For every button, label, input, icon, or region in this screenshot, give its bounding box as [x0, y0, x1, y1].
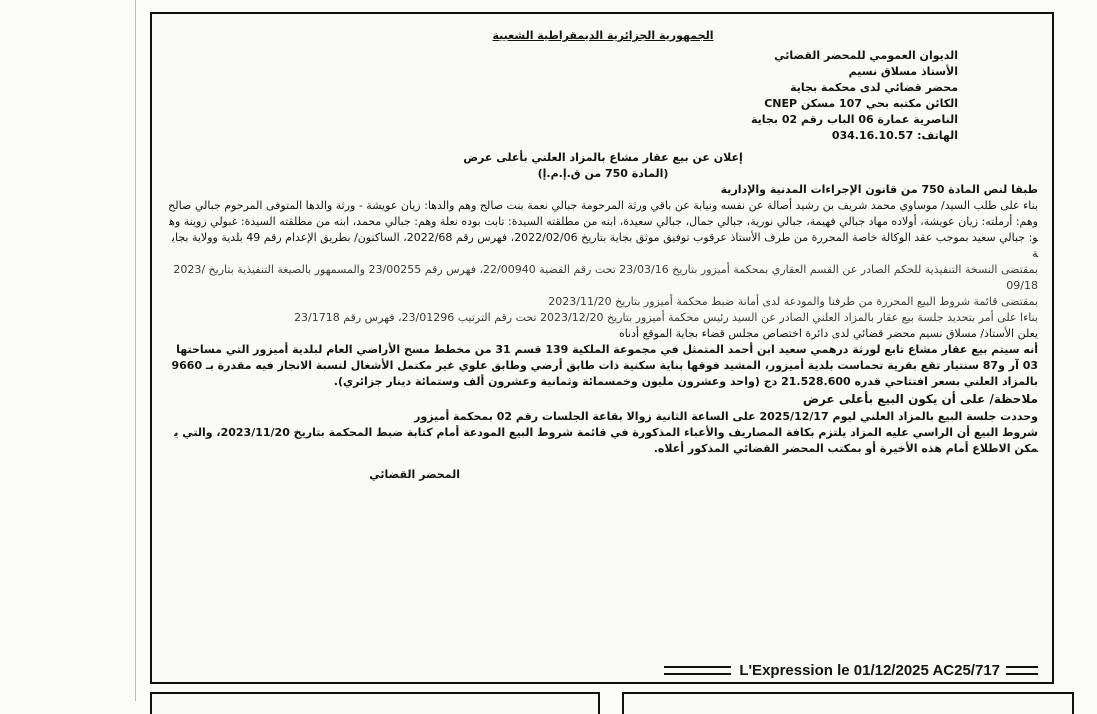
notice-body	[168, 28, 1038, 672]
office-line: الناصرية عمارة 06 الباب رقم 02 بجاية	[751, 113, 958, 126]
footer-rule-left	[664, 666, 731, 675]
bailiff-office-block	[168, 48, 1038, 144]
footer-rule-right	[1006, 666, 1038, 675]
legal-notice	[150, 12, 1054, 684]
legal-basis: طبقا لنص المادة 750 من قانون الإجراءات المدنية والإدارية	[720, 183, 1038, 196]
conditions-deposit: بمقتضى قائمة شروط البيع المحررة من طرفنا والمودعة لدى أمانة ضبط محكمة أميزور بتاريخ 2023/11/20	[548, 295, 1038, 308]
judgment-reference: بمقتضى النسخة التنفيذية للحكم الصادر عن القسم العقاري بمحكمة أميزور بتاريخ 23/03/16 تحت رقم القضية 22/00940، فهرس رقم 23/00255 والمسمهور بالصيغة التنفيذية بتاريخ 2023/09/18	[173, 263, 1038, 292]
office-line: الديوان العمومي للمحضر القضائي	[774, 49, 958, 62]
notice-title: إعلان عن بيع عقار مشاع بالمزاد العلني بأعلى عرض	[463, 151, 743, 164]
opening-price: بالمزاد العلني بسعر افتتاحي قدره 21.528.600 دج (واحد وعشرون مليون وخمسمائة وثمانية وعشرون ألف وستمائة دينار جزائري).	[333, 375, 1038, 388]
bailiff-signature: المحضر القضائي	[369, 468, 460, 481]
republic-header: الجمهورية الجزائرية الديمقراطية الشعبية	[492, 29, 714, 42]
office-line: محضر قضائي لدى محكمة بجاية	[790, 81, 958, 94]
order-reference: بناءا على أمر بتحديد جلسة بيع عقار بالمزاد العلني الصادر عن السيد رئيس محكمة أميزور بتاريخ 2023/12/20 تحت رقم الترتيب 23/01296، فهرس رقم 23/1718	[294, 311, 1038, 324]
page-margin-rule	[135, 0, 136, 701]
office-line: الهاتف: 034.16.10.57	[831, 129, 958, 142]
publication-credit: L'Expression le 01/12/2025 AC25/717	[739, 661, 1000, 679]
requesting-party: بناء على طلب السيد/ موساوي محمد شريف بن رشيد أصالة عن نفسه ونيابة عن باقي ورثة المرحومة جبالي نعمة بنت صالح وهم والدها: زيان عويشة - ورثة والدها المتوفى المرحوم جبالي صالح وهم: أرملته: زيان عويشة، أولاده مهاد جبالي فهيمة، جبالي نورية، جبالي جمال، جبالي سعيدة، ابنه من مطلقته السيدة: تابت بوده نعلة وهم: جبالي محمد، ابنه من مطلقته السيدة: غبولي زوينة وهو: جبالي سعيد بموجب عقد الوكالة خاصة المحررة من طرف الأستاذ عرقوب توفيق موثق بجاية بتاريخ 2022/02/06، فهرس رقم 2022/68، الساكنون/ بطريق الإعدام رقم 49 بلدية وولاية بجاية	[168, 199, 1038, 260]
office-line: الكائن مكتبه بحي 107 مسكن CNEP	[764, 97, 958, 110]
highest-bid-note: ملاحظة/ على أن يكون البيع بأعلى عرض	[802, 392, 1038, 406]
adjacent-notice-left	[150, 692, 600, 714]
adjacent-notice-right	[622, 692, 1074, 714]
auction-session: وحددت جلسة البيع بالمزاد العلني ليوم 2025/12/17 على الساعة الثانية زوالا بقاعة الجلسات رقم 02 بمحكمة أميزور	[414, 410, 1038, 423]
notice-subtitle: (المادة 750 من ق.إ.م.إ)	[537, 167, 669, 180]
office-line: الأستاذ مسلاق نسيم	[848, 65, 958, 78]
property-description: أنه سيتم بيع عقار مشاع تابع لورثة درهمي سعيد ابن أحمد المتمثل في مجموعة الملكية 139 قسم 31 من مخطط مسح الأراضي العام لبلدية أميزور التي مساحتها 03 آر و87 سنتيار تقع بقرية تحماست بلدية أميزور، المشيد فوقها بناية سكنية ذات طابق أرضي وطابق علوي غير مكتمل الأشغال لنسبة الانجاز فيه مقدرة بـ 9660	[171, 343, 1038, 372]
publication-footer	[664, 660, 1038, 680]
bailiff-announcement: يعلن الأستاذ/ مسلاق نسيم محضر قضائي لدى دائرة اختصاص مجلس قضاء بجاية الموقع أدناه	[618, 327, 1038, 340]
sale-conditions: شروط البيع أن الراسي عليه المزاد يلتزم بكافة المصاريف والأعباء المذكورة في قائمة شروط البيع المودعة أمام كتابة ضبط المحكمة بتاريخ 2023/11/20، والتي يمكن الاطلاع أمام هذه الأخيرة أو بمكتب المحضر القضائي المذكور أعلاه.	[174, 426, 1038, 455]
